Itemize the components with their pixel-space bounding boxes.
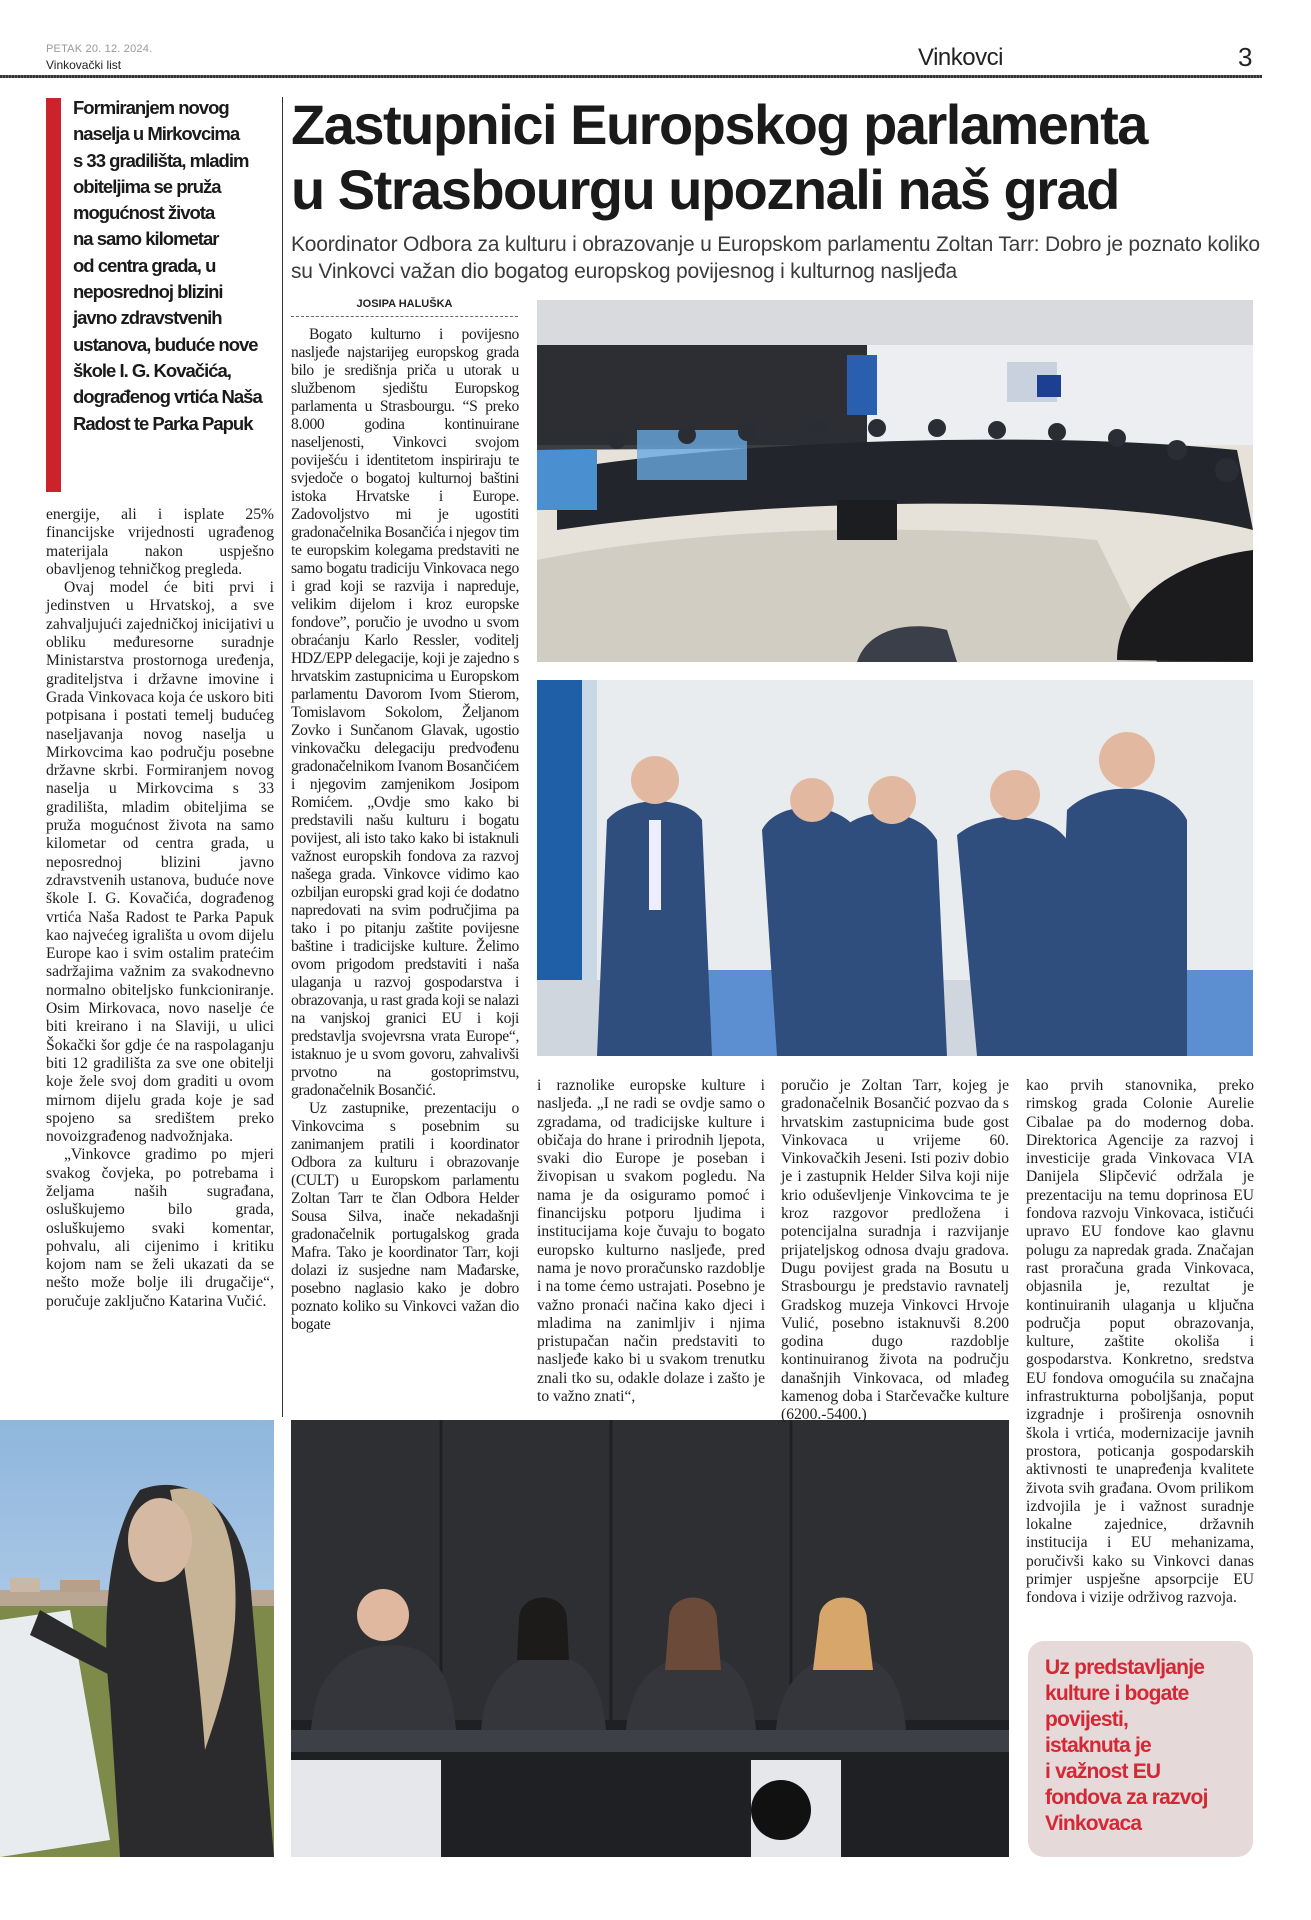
pull-quote-line: obiteljima se pruža xyxy=(73,175,221,197)
photo-delegates-handshake xyxy=(537,680,1253,1056)
pull-quote xyxy=(73,95,278,437)
paragraph: poručio je Zoltan Tarr, kojeg je gradonačelnik Bosančić pozvao da s hrvatskim zastupnicima bude gost Vinkovaca u vrijeme 60. Vinkovačkih Jeseni. Isti poziv dobio je i zastupnik Helder Silva koji nije krio oduševljenje Vinkovcima te je kroz razgovor predložena i potencijalna suradnja i razvijanje prijateljskog odnosa dvaju gradova. Dugu povijest grada na Bosutu u Strasbourgu je predstavio ravnatelj Gradskog muzeja Vinkovci Hrvoje Vulić, posebno istaknuvši 8.200 godina dugo razdoblje kontinuiranog života na području današnjih Vinkovaca, od mlađeg kamenog doba i Starčevačke kulture (6200.-5400.) xyxy=(781,1077,1009,1424)
pull-quote-line: mogućnost života xyxy=(73,202,215,224)
callout-line: Uz predstavljanje xyxy=(1045,1656,1205,1679)
newspaper-name: Vinkovački list xyxy=(46,58,122,72)
photo-meeting-room xyxy=(537,300,1253,662)
article-column-4 xyxy=(1026,1077,1254,1608)
callout-line: istaknuta je xyxy=(1045,1734,1151,1757)
callout-line: kulture i bogate xyxy=(1045,1682,1189,1705)
paragraph: energije, ali i isplate 25% financijske vrijednosti ugrađenog materijala nakon uspješno obavljenog tehničkog pregleda. xyxy=(46,506,274,578)
paragraph: Bogato kulturno i povijesno nasljeđe najstarijeg europskog grada bilo je središnja priča u utorak u službenom sjedištu Europskog parlamenta u Strasbourgu. “S preko 8.000 godina kontinuirane naseljenosti, Vinkovci svojom poviješću i identitetom inspiriraju te svjedoče o bogatoj kulturnoj baštini istoka Hrvatske i Europe. Zadovoljstvo mi je ugostiti gradonačelnika Bosančića i njegov tim te europskim kolegama predstaviti ne samo bogatu tradiciju Vinkovaca nego i grad koji se razvija i napreduje, velikim dijelom i kroz europske fondove”, poručio je uvodno u svom obraćanju Karlo Ressler, voditelj HDZ/EPP delegacije, koji je zajedno s hrvatskim zastupnicima u Europskom parlamentu Davorom Ivom Stierom, Tomislavom Sokolom, Željanom Zovko i Sunčanom Glavak, ugostio vinkovačku delegaciju predvođenu gradonačelnikom Ivanom Bosančićem i njegovim zamjenikom Josipom Romićem. „Ovdje smo kako bi predstavili našu kulturu i bogatu povijest, ali isto tako kako bi istaknuli važnost europskih fondova za razvoj našega grada. Vinkovce vidimo kao ozbiljan europski grad koji će dodatno napredovati na svim područjima pa tako i po pitanju zaštite povijesne baštine i tradicijske kulture. Želimo ovom prigodom predstaviti i naša ulaganja u razvoj gospodarstva i obrazovanja, u rast grada koji se nalazi na vanjskoj granici EU i koji predstavlja svojevrsna vrata Europe“, istaknuo je u svom govoru, zahvalivši prvotno na gostoprimstvu, gradonačelnik Bosančić. xyxy=(291,326,519,1099)
article-subtitle: Koordinator Odbora za kulturu i obrazovanje u Europskom parlamentu Zoltan Tarr: Dobro je poznato koliko su Vinkovci važan dio bogatog europskog povijesnog i kulturnog nasljeđa xyxy=(291,233,1260,283)
paragraph: „Vinkovce gradimo po mjeri svakog čovjeka, po potrebama i željama naših sugrađana, osluškujemo bilo grada, osluškujemo svaki komentar, pohvalu, ali cijenimo i kritiku kojom nam se želi ukazati da se nešto može bolje ili drugačije“, poručuje zaključno Katarina Vučić. xyxy=(46,1146,274,1310)
article-column-2 xyxy=(537,1077,765,1406)
pull-quote-line: javno zdravstvenih xyxy=(73,307,222,329)
column-divider xyxy=(282,97,283,1417)
issue-date: PETAK 20. 12. 2024. xyxy=(46,43,153,55)
paragraph: i raznolike europske kulture i nasljeđa. „I ne radi se ovdje samo o zgradama, od tradicijske kulture i običaja do hrane i prirodnih ljepota, svaki dio Europe je poseban i živopisan u svakom pogledu. Na nama je da osiguramo pomoć i financijsku potporu ljudima i institucijama koje čuvaju to bogato europsko kulturno nasljeđe, pred nama je novo proračunsko razdoblje i na tome ćemo ustrajati. Posebno je važno pronaći načina kako djeci i mladima na zanimljiv i njima pristupačan način predstaviti to nasljeđe kako bi u svakom trenutku znali tko su, odakle dolaze i zašto je to važno znati“, xyxy=(537,1077,765,1406)
callout-text xyxy=(1045,1655,1208,1837)
byline: JOSIPA HALUŠKA xyxy=(356,298,453,310)
pull-quote-accent-bar xyxy=(46,98,61,492)
pull-quote-line: na samo kilometar xyxy=(73,228,219,250)
paragraph: kao prvih stanovnika, preko rimskog grada Colonie Aurelie Cibalae pa do modernog doba. Direktorica Agencije za razvoj i investicije grada Vinkovaca VIA Danijela Slipčević održala je prezentaciju na temu doprinosa EU fondova razvoju Vinkovaca, ističući upravo EU fondove kao glavnu polugu za napredak grada. Značajan rast proračuna grada Vinkovaca, objasnila je, rezultat je kontinuiranih ulaganja u ključna područja poput obrazovanja, kulture, zaštite okoliša i gospodarstva. Konkretno, sredstva EU fondova omogućila su značajna infrastrukturna poboljšanja, poput izgradnje i proširenja osnovnih škola i vrtića, modernizacije javnih prostora, poticanja gospodarskih aktivnosti te unapređenja kvalitete života svih građana. Ovom prilikom izdvojila je i važnost suradnje lokalne zajednice, državnih institucija i EU mehanizama, poručivši kako su Vinkovci danas primjer uspješne apsorpcije EU fondova i vizije održivog razvoja. xyxy=(1026,1077,1254,1607)
header-rule xyxy=(0,75,1262,78)
headline-line: Zastupnici Europskog parlamenta xyxy=(291,93,1147,156)
callout-line: i važnost EU xyxy=(1045,1760,1161,1783)
pull-quote-line: od centra grada, u xyxy=(73,254,216,276)
byline-divider xyxy=(291,316,518,317)
pull-quote-line: naselja u Mirkovcima xyxy=(73,123,240,145)
article-column-1 xyxy=(291,326,519,1334)
callout-line: povijesti, xyxy=(1045,1708,1129,1731)
pull-quote-line: dograđenog vrtića Naša xyxy=(73,386,262,408)
pull-quote-line: s 33 gradilišta, mladim xyxy=(73,149,249,171)
paragraph: Ovaj model će biti prvi i jedinstven u Hrvatskoj, a sve zahvaljujući zajedničkoj inicijativi u obliku međuresorne suradnje Ministarstva prostornoga uređenja, graditeljstva i državne imovine i Grada Vinkovaca koja će uskoro biti potpisana i postati temelj budućeg naseljavanja novog naselja u Mirkovcima kao području posebne državne skrbi. Formiranjem novog naselja u Mirkovcima s 33 gradilišta, mladim obiteljima se pruža mogućnost života na samo kilometar od centra grada, u neposrednoj blizini javno zdravstvenih ustanova, buduće nove škole I. G. Kovačića, dograđenog vrtića Naša Radost te Parka Papuk kao najvećeg igrališta u ovom dijelu Europe kao i svim ostalim pratećim sadržajima važnim za svakodnevno normalno obiteljsko funkcioniranje. Osim Mirkovaca, novo naselje će biti kreirano i na Slaviji, u ulici Šokački šor gdje će na raspolaganju biti 12 gradilišta za sve one obitelji koje žele svoj dom graditi u ovom mirnom dijelu grada koje je sad spojeno sa središtem preko novoizgrađenog nadvožnjaka. xyxy=(46,579,274,1146)
article-column-3 xyxy=(781,1077,1009,1425)
section-title: Vinkovci xyxy=(918,44,1003,71)
page-number: 3 xyxy=(1238,42,1253,72)
pull-quote-line: neposrednoj blizini xyxy=(73,281,223,303)
article-headline xyxy=(291,92,1271,222)
headline-line: u Strasbourgu upoznali naš grad xyxy=(291,158,1119,221)
callout-line: fondova za razvoj xyxy=(1045,1786,1208,1809)
pull-quote-line: škole I. G. Kovačića, xyxy=(73,359,231,381)
pull-quote-line: Formiranjem novog xyxy=(73,97,229,118)
callout-box xyxy=(1028,1641,1253,1857)
pull-quote-line: ustanova, buduće nove xyxy=(73,333,258,355)
photo-presentation-panel xyxy=(291,1420,1009,1857)
left-column-text xyxy=(46,506,274,1311)
pull-quote-line: Radost te Parka Papuk xyxy=(73,412,253,434)
photo-woman-at-building-site xyxy=(0,1420,274,1857)
callout-line: Vinkovaca xyxy=(1045,1812,1142,1835)
paragraph: Uz zastupnike, prezentaciju o Vinkovcima s posebnim su zanimanjem pratili i koordinator Odbora za kulturu i obrazovanje (CULT) u Europskom parlamentu Zoltan Tarr te član Odbora Helder Sousa Silva, inače nekadašnji gradonačelnik portugalskog grada Mafra. Tako je koordinator Tarr, koji dolazi iz susjedne nam Mađarske, posebno naglasio kako je dobro poznato koliko su Vinkovci važan dio bogate xyxy=(291,1100,519,1333)
